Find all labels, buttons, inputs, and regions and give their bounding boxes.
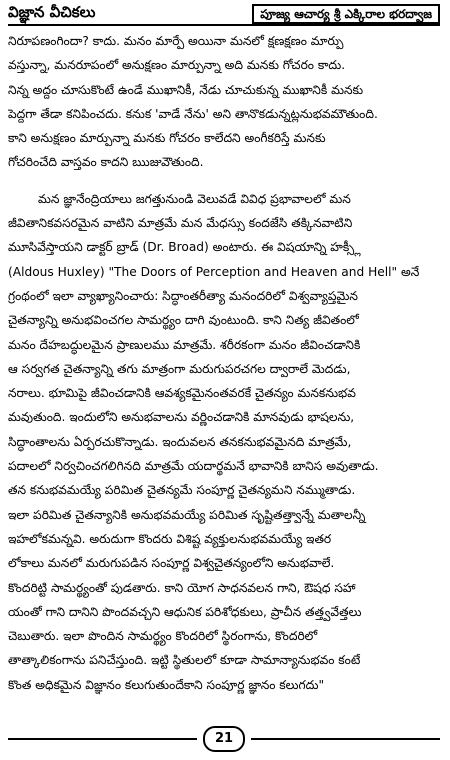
text-line: పెద్దగా తేడా కనిపించదు. కనుక 'వాడే నేను' అని తానొకడున్నట్లనుభవమౌతుంది. — [8, 106, 378, 121]
text-line: మూసివేస్తాయని డాక్టర్ బ్రాడ్ (Dr. Broad) అంటారు. ఈ విషయాన్ని హక్స్లీ — [8, 240, 361, 255]
text-line: ఇలా పరిమిత చైతన్యానికి అనుభవమయ్యే పరిమిత సృష్టితత్త్వాన్నే మతాలన్నీ — [8, 507, 366, 522]
author-title: పూజ్య ఆచార్య శ్రీ ఎక్కిరాల భరద్వాజ — [252, 4, 440, 24]
text-line: కాని అనుక్షణం మార్పున్నా మనకు గోచరం కాలేదని అంగీకరిస్తే మనకు — [8, 131, 326, 146]
text-line: నిన్న అద్దం చూసుకొంటే ఉండే ముఖానికీ, నేడు చూచుకున్న ముఖానికీ మనకు — [8, 82, 364, 97]
footer-rule-right — [251, 738, 440, 740]
paragraph-2 — [8, 187, 440, 697]
text-line: యంతో గాని దానిని పొందవచ్చని ఆధునిక పరిశోధకులు, ప్రాచీన తత్త్వవేత్తలు — [8, 604, 362, 619]
text-line: గ్రంథంలో ఇలా వ్యాఖ్యానించారు: సిద్ధాంతరీత్యా మనందరిలో విశ్వవ్యాప్తమైన — [8, 288, 358, 303]
text-line: మనం దేహబద్ధులమైన ప్రాణులము మాత్రమే. శరీరకంగా మనం జీవించడానికి — [8, 337, 361, 352]
text-line: వస్తున్నా, మనరూపంలో అనుక్షణం మార్పున్నా అది మనకు గోచరం కాదు. — [8, 58, 346, 73]
page-header — [8, 4, 440, 26]
text-line: మన జ్ఞానేంద్రియాలు జగత్తునుండి వెలువడే వివిధ ప్రభావాలలో మన — [38, 191, 351, 206]
text-line: పదాలలో నిర్వచించగలిగినది మాత్రమే యదార్థమనే భావానికి బానిస అవుతాడు. — [8, 459, 379, 474]
page-body — [8, 26, 440, 697]
text-line: ఇహలోకమన్నవి. అరుదుగా కొందరు విశిష్ట వ్యక్తులనుభవమయ్యే ఇతర — [8, 531, 332, 546]
page-number: 21 — [203, 726, 245, 752]
text-line: ఆ సర్వగత చైతన్యాన్ని తగు మాత్రంగా మరుగుపరచగల ద్వారాలే మెదడు, — [8, 361, 351, 376]
paragraph-gap — [8, 175, 440, 187]
page-footer — [8, 726, 440, 752]
text-line: గోచరించేది వాస్తవం కాదని ఋజువౌతుంది. — [8, 155, 204, 170]
book-title: విజ్ఞాన వీచికలు — [8, 3, 96, 21]
text-line: కొంత అధికమైన విజ్ఞానం కలుగుతుందేకాని సంపూర్ణ జ్ఞానం కలుగదు" — [8, 677, 325, 692]
text-line: తాత్కాలికంగాను పనిచేస్తుంది. ఇట్టి స్థితులలో కూడా సామాన్యానుభవం కంటే — [8, 653, 361, 668]
paragraph-1 — [8, 29, 440, 175]
footer-rule-left — [8, 738, 197, 740]
text-line: చైతన్యాన్ని అనుభవించగల సామర్థ్యం దాగి వుంటుంది. కాని నిత్య జీవితంలో — [8, 313, 359, 328]
text-line: కొందరిట్టి సామర్థ్యంతో పుడతారు. కాని యోగ సాధనవలన గాని, ఔషధ సహా — [8, 580, 356, 595]
text-line: నరాలు. భూమిపై జీవించడానికి ఆవశ్యకమైనంతవరకే చైతన్యం మనకనుభవ — [8, 386, 356, 401]
text-line: సిద్ధాంతాలను ఏర్పరచుకొన్నాడు. ఇందువలన తనకనుభవమైనది మాత్రమే, — [8, 434, 352, 449]
text-line: చెబుతారు. ఇలా పొందిన సామర్థ్యం కొందరిలో స్థిరంగాను, కొందరిలో — [8, 629, 318, 644]
text-line: మవుతుంది. ఇందులోని అనుభవాలను వర్ణించడానికి మానవుడు భాషలను, — [8, 410, 355, 425]
text-line: తన కనుభవమయ్యే పరిమిత చైతన్యమే సంపూర్ణ చైతన్యమని నమ్ముతాడు. — [8, 483, 356, 498]
text-line: జీవితానికవసరమైన వాటిని మాత్రమే మన మేధస్సు కందజేసి తక్కినవాటిని — [8, 216, 353, 231]
text-line: నిరూపణంగిందా? కాదు. మనం మార్పే అయినా మనలో క్షణక్షణం మార్పు — [8, 34, 344, 48]
text-line: లోకాలు మనలో మరుగుపడిన సంపూర్ణ విశ్వచైతన్యంలోని అనుభవాలే. — [8, 556, 335, 571]
text-line: (Aldous Huxley) "The Doors of Perception and Heaven and Hell" అనే — [8, 264, 420, 279]
